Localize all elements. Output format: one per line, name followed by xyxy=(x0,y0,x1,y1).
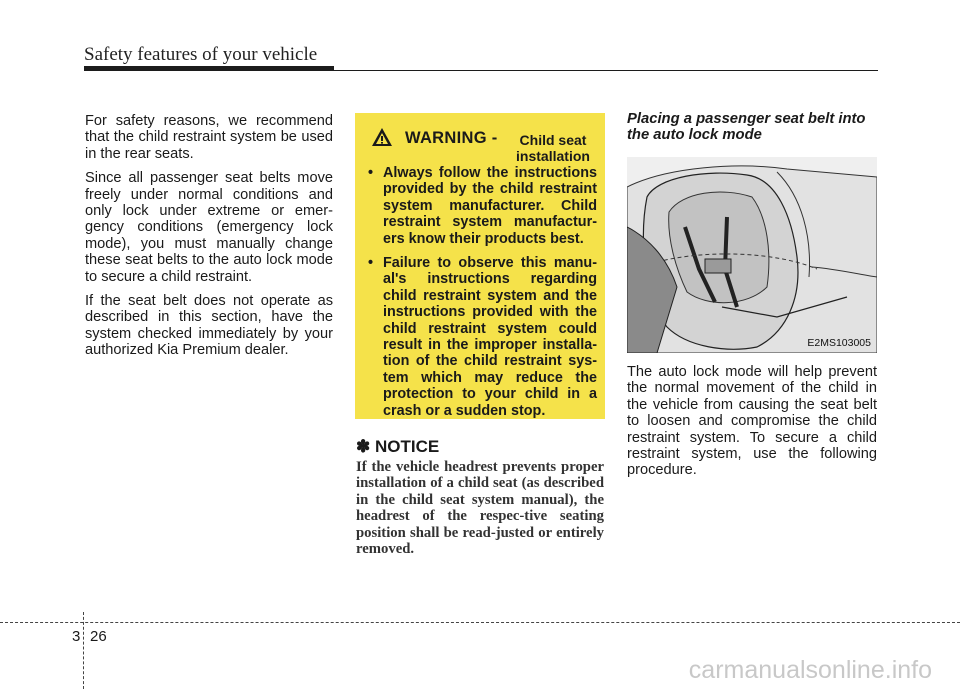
warning-label: WARNING - xyxy=(405,129,498,147)
warning-item-text: Failure to observe this manu-al's instructions regarding child restraint system and the instructions provided with the child restraint system could result in the improper installa-tion of the child restraint sys-tem which may reduce the protection to your child in a crash or a sudden stop. xyxy=(383,255,597,419)
warning-item xyxy=(365,255,597,419)
warning-item xyxy=(365,165,597,247)
warning-item-text: Always follow the instructions provided by the child restraint system manufacturer. Child restraint system manufactur-ers know their products best. xyxy=(383,165,597,247)
intro-paragraph-2: Since all passenger seat belts move freely under normal conditions and only lock under extreme or emer-gency conditions (emergency lock mode), you must manually change these seat belts to the auto lock mode to secure a child restraint. xyxy=(85,170,333,285)
page-number: 26 xyxy=(90,628,107,645)
child-seat-illustration xyxy=(627,157,877,353)
chapter-number: 3 xyxy=(72,628,81,645)
footer-rule-vertical xyxy=(83,612,84,689)
header-rule-thick xyxy=(84,66,334,71)
notice-title: ✽ NOTICE xyxy=(356,437,440,456)
warning-list xyxy=(365,165,597,419)
warning-subtitle: Child seat installation xyxy=(516,132,590,164)
image-code-label: E2MS103005 xyxy=(807,337,871,349)
bullet-icon: • xyxy=(368,165,374,181)
intro-column xyxy=(85,113,333,367)
child-seat-drawing xyxy=(627,157,877,353)
header-rule-thin xyxy=(334,70,878,71)
footer-rule-horizontal xyxy=(0,622,960,623)
bullet-icon: • xyxy=(368,255,374,272)
section-body: The auto lock mode will help prevent the normal movement of the child in the vehicle from causing the seat belt to loosen and compromise the child restraint system. To secure a child restraint system, use the following procedure. xyxy=(627,364,877,479)
watermark-text: carmanualsonline.info xyxy=(688,656,932,684)
intro-paragraph-3: If the seat belt does not operate as described in this section, have the system checked immediately by your authorized Kia Premium dealer. xyxy=(85,293,333,359)
warning-triangle-icon xyxy=(371,127,393,147)
warning-box xyxy=(355,113,605,419)
section-heading: Placing a passenger seat belt into the auto lock mode xyxy=(627,111,866,144)
intro-paragraph-1: For safety reasons, we recommend that the child restraint system be used in the rear seats. xyxy=(85,113,333,162)
warning-header xyxy=(365,123,597,165)
notice-body: If the vehicle headrest prevents proper installation of a child seat (as described in the child seat system manual), the headrest of the respec-tive seating position shall be read-justed or entirely removed. xyxy=(356,459,604,558)
page-header-title: Safety features of your vehicle xyxy=(84,44,318,65)
